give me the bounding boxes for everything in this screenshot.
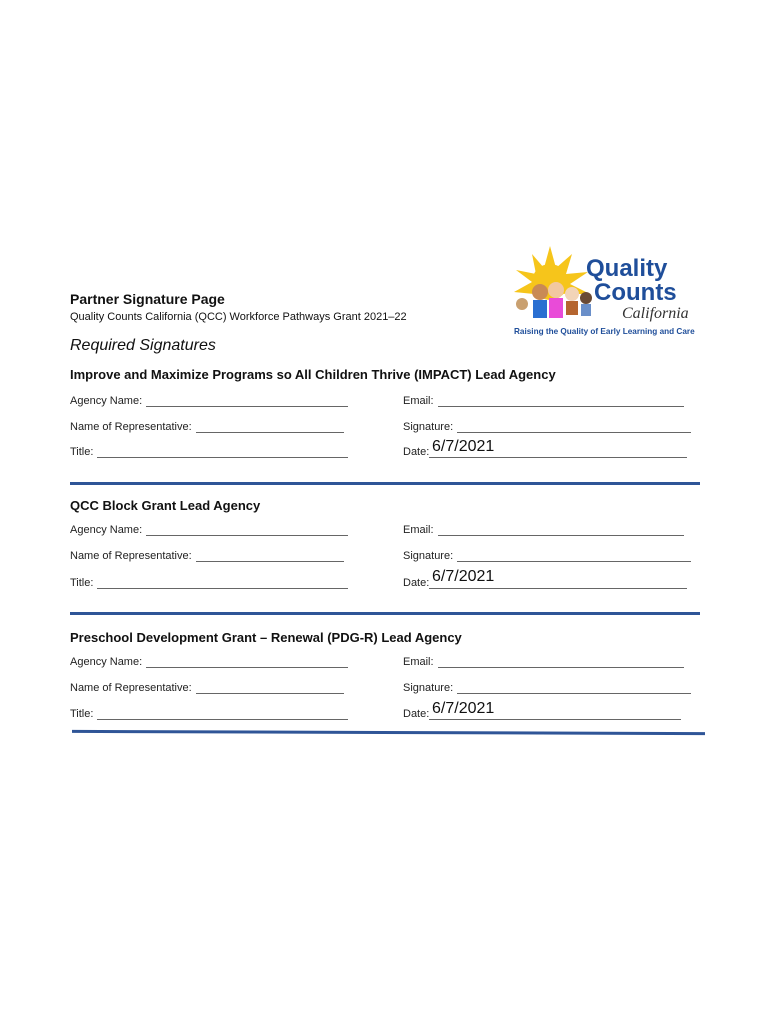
- svg-text:California: California: [622, 305, 689, 322]
- agency-name-field[interactable]: [70, 524, 348, 536]
- field-label: Email:: [403, 395, 434, 407]
- section-heading-qcc-block: QCC Block Grant Lead Agency: [70, 498, 261, 513]
- agency-name-field[interactable]: [70, 395, 348, 407]
- date-value[interactable]: 6/7/2021: [432, 568, 495, 585]
- title-field[interactable]: [70, 446, 348, 458]
- field-label: Signature:: [403, 550, 454, 562]
- field-label: Name of Representative:: [70, 550, 192, 562]
- signature-field[interactable]: [403, 550, 691, 562]
- field-label: Signature:: [403, 682, 454, 694]
- field-label: Email:: [403, 656, 434, 668]
- section-divider: [72, 730, 705, 735]
- section-divider: [70, 482, 700, 485]
- section-divider: [70, 612, 700, 615]
- field-label: Title:: [70, 708, 94, 720]
- field-label: Title:: [70, 577, 94, 589]
- field-label: Title:: [70, 446, 94, 458]
- representative-name-field[interactable]: [70, 682, 344, 694]
- email-field[interactable]: [403, 395, 684, 407]
- field-label: Email:: [403, 524, 434, 536]
- date-value[interactable]: 6/7/2021: [432, 700, 495, 717]
- title-field[interactable]: [70, 577, 348, 589]
- svg-text:Raising the Quality of Early L: Raising the Quality of Early Learning and Care: [514, 327, 695, 336]
- page-subtitle: Quality Counts California (QCC) Workforce Pathways Grant 2021–22: [70, 311, 407, 323]
- required-signatures-heading: Required Signatures: [70, 337, 216, 354]
- email-field[interactable]: [403, 656, 684, 668]
- field-label: Date:: [403, 577, 430, 589]
- quality-counts-logo: [510, 244, 710, 340]
- representative-name-field[interactable]: [70, 421, 344, 433]
- field-label: Agency Name:: [70, 395, 143, 407]
- title-field[interactable]: [70, 708, 348, 720]
- email-field[interactable]: [403, 524, 684, 536]
- signature-field[interactable]: [403, 421, 691, 433]
- svg-text:Counts: Counts: [594, 279, 677, 306]
- representative-name-field[interactable]: [70, 550, 344, 562]
- date-value[interactable]: 6/7/2021: [432, 438, 495, 455]
- field-label: Agency Name:: [70, 656, 143, 668]
- field-label: Date:: [403, 708, 430, 720]
- field-label: Agency Name:: [70, 524, 143, 536]
- svg-text:Quality: Quality: [586, 255, 668, 282]
- field-label: Date:: [403, 446, 430, 458]
- section-heading-impact: Improve and Maximize Programs so All Children Thrive (IMPACT) Lead Agency: [70, 367, 556, 382]
- field-label: Name of Representative:: [70, 421, 192, 433]
- page-title: Partner Signature Page: [70, 291, 225, 307]
- field-label: Signature:: [403, 421, 454, 433]
- section-heading-pdg-r: Preschool Development Grant – Renewal (PDG-R) Lead Agency: [70, 630, 462, 645]
- field-label: Name of Representative:: [70, 682, 192, 694]
- agency-name-field[interactable]: [70, 656, 348, 668]
- signature-field[interactable]: [403, 682, 691, 694]
